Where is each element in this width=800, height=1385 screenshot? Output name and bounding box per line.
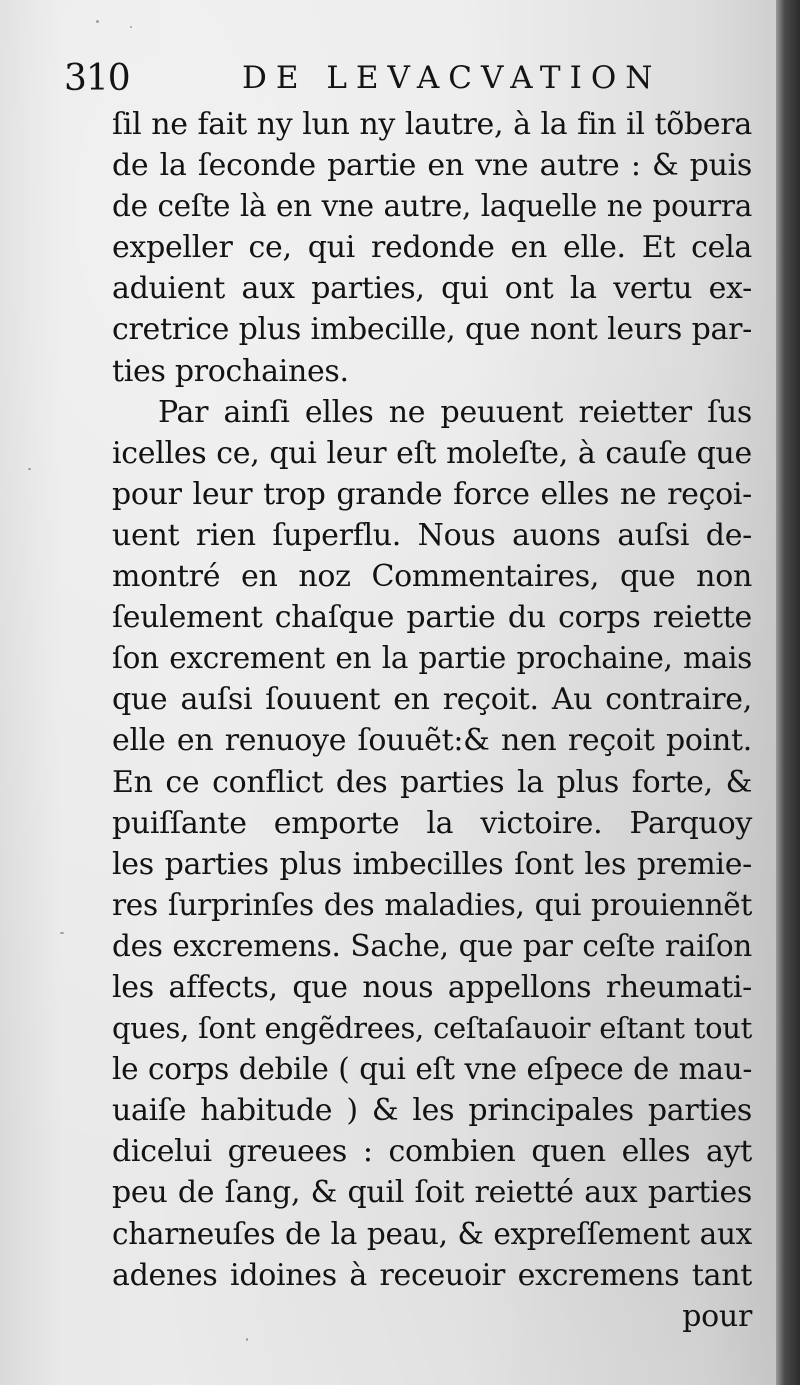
text-line: elle en renuoye ſouuẽt:& nen reçoit point. [112,723,752,759]
text-line: les parties plus imbecilles ſont les premie- [112,846,752,882]
text-line: aduient aux parties, qui ont la vertu ex- [112,271,752,307]
text-line: que auſsi ſouuent en reçoit. Au contraire, [112,682,752,718]
catchword: pour [682,1298,752,1334]
text-line: uaiſe habitude ) & les principales parties [112,1093,752,1129]
text-line: dicelui greuees : combien quen elles ayt [112,1134,752,1170]
ink-speck [28,468,31,470]
body-text [112,104,752,1337]
text-line: adenes idoines à receuoir excremens tant [112,1257,752,1293]
text-line: ques, ſont engẽdrees, ceſtaſauoir eſtant tout [112,1011,752,1046]
running-head-title: DE LEVACVATION [242,60,662,96]
text-line: les affects, que nous appellons rheumati- [112,969,752,1005]
ink-speck [246,1338,248,1341]
text-line: peu de ſang, & quil ſoit reietté aux parties [112,1175,752,1211]
text-line: uent rien ſuperflu. Nous auons auſsi de- [112,517,752,553]
text-line: de la ſeconde partie en vne autre : & puis [112,148,752,184]
text-line: de ceſte là en vne autre, laquelle ne pourra [112,189,752,224]
text-line: ſil ne fait ny lun ny lautre, à la fin il tõbera [112,107,752,142]
paragraph-first-line: Par ainſi elles ne peuuent reietter ſus [158,394,752,430]
text-line: montré en noz Commentaires, que non [112,559,752,595]
text-line: En ce conflict des parties la plus forte, & [112,764,752,800]
text-line: ties prochaines. [112,353,349,389]
text-line: charneuſes de la peau, & expreſſement aux [112,1216,752,1251]
text-line: cretrice plus imbecille, que nont leurs par- [112,312,752,348]
page-number: 310 [64,58,130,99]
text-line: pour leur trop grande force elles ne reçoi- [112,476,752,512]
running-head [64,48,754,104]
ink-speck [60,932,64,934]
text-line: icelles ce, qui leur eſt moleſte, à cauſe que [112,435,752,471]
text-line: res ſurprinſes des maladies, qui prouiennẽt [112,887,752,922]
text-line: puiſſante emporte la victoire. Parquoy [112,805,752,841]
ink-speck [96,20,99,23]
text-line: ſon excrement en la partie prochaine, mais [112,641,752,676]
text-line: des excremens. Sache, que par ceſte raiſon [112,928,752,963]
text-line: le corps debile ( qui eſt vne eſpece de mau- [112,1052,752,1087]
book-gutter [776,0,800,1385]
ink-speck [130,26,132,28]
text-line: expeller ce, qui redonde en elle. Et cela [112,230,752,266]
text-line: ſeulement chaſque partie du corps reiette [112,600,752,636]
